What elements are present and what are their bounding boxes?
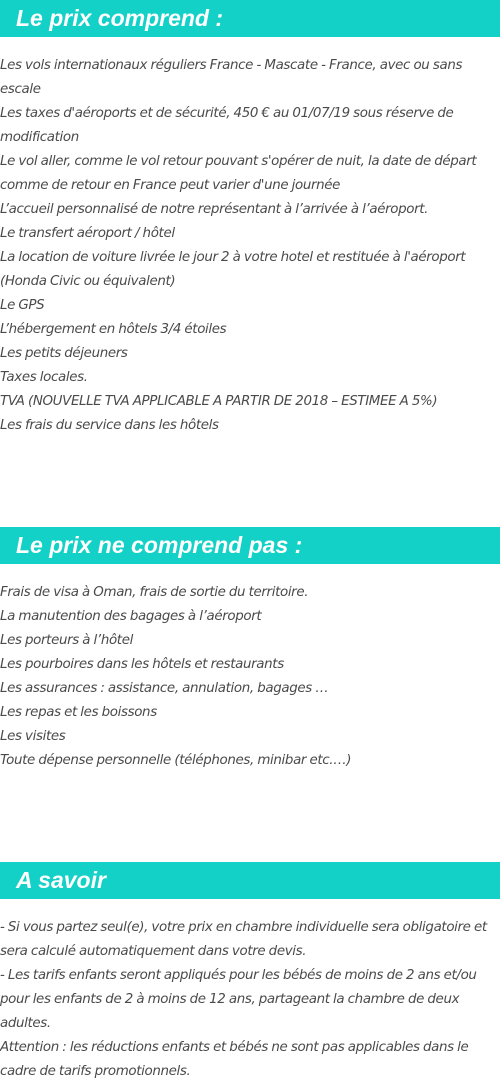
list-item: Le GPS (0, 298, 45, 313)
list-item: - Les tarifs enfants seront appliqués pour les bébés de moins de 2 ans et/ou pour les enfants de 2 à moins de 12 ans, partageant la chambre de deux adultes. (0, 968, 477, 1031)
list-item: L’accueil personnalisé de notre représentant à l’arrivée à l’aéroport. (0, 202, 429, 217)
list-item: Toute dépense personnelle (téléphones, minibar etc.…) (0, 753, 352, 768)
price-includes-list (0, 54, 500, 438)
list-item: Frais de visa à Oman, frais de sortie du territoire. (0, 585, 309, 600)
list-item: Les vols internationaux réguliers France - Mascate - France, avec ou sans escale (0, 58, 463, 97)
list-item: Taxes locales. (0, 370, 88, 385)
list-item: La location de voiture livrée le jour 2 à votre hotel et restituée à l'aéroport (Honda Civic ou équivalent) (0, 250, 466, 289)
list-item: Le vol aller, comme le vol retour pouvant s'opérer de nuit, la date de départ comme de retour en France peut varier d'une journée (0, 154, 477, 193)
list-item: Les porteurs à l’hôtel (0, 633, 133, 648)
list-item: Attention : les réductions enfants et bébés ne sont pas applicables dans le cadre de tarifs promotionnels. (0, 1040, 469, 1079)
list-item: Les petits déjeuners (0, 346, 128, 361)
list-item: Les taxes d'aéroports et de sécurité, 450 € au 01/07/19 sous réserve de modification (0, 106, 454, 145)
list-item: Les pourboires dans les hôtels et restaurants (0, 657, 284, 672)
list-item: L’hébergement en hôtels 3/4 étoiles (0, 322, 227, 337)
price-excludes-list (0, 581, 500, 773)
list-item: TVA (NOUVELLE TVA APPLICABLE A PARTIR DE 2018 – ESTIMEE A 5%) (0, 394, 438, 409)
list-item: Les visites (0, 729, 66, 744)
section-header-price-includes: Le prix comprend : (0, 0, 500, 37)
list-item: Les assurances : assistance, annulation, bagages … (0, 681, 329, 696)
list-item: La manutention des bagages à l’aéroport (0, 609, 262, 624)
list-item: Le transfert aéroport / hôtel (0, 226, 175, 241)
section-header-price-excludes: Le prix ne comprend pas : (0, 527, 500, 564)
section-header-good-to-know: A savoir (0, 862, 500, 899)
list-item: Les frais du service dans les hôtels (0, 418, 219, 433)
list-item: - Si vous partez seul(e), votre prix en chambre individuelle sera obligatoire et sera calculé automatiquement dans votre devis. (0, 920, 487, 959)
list-item: Les repas et les boissons (0, 705, 157, 720)
